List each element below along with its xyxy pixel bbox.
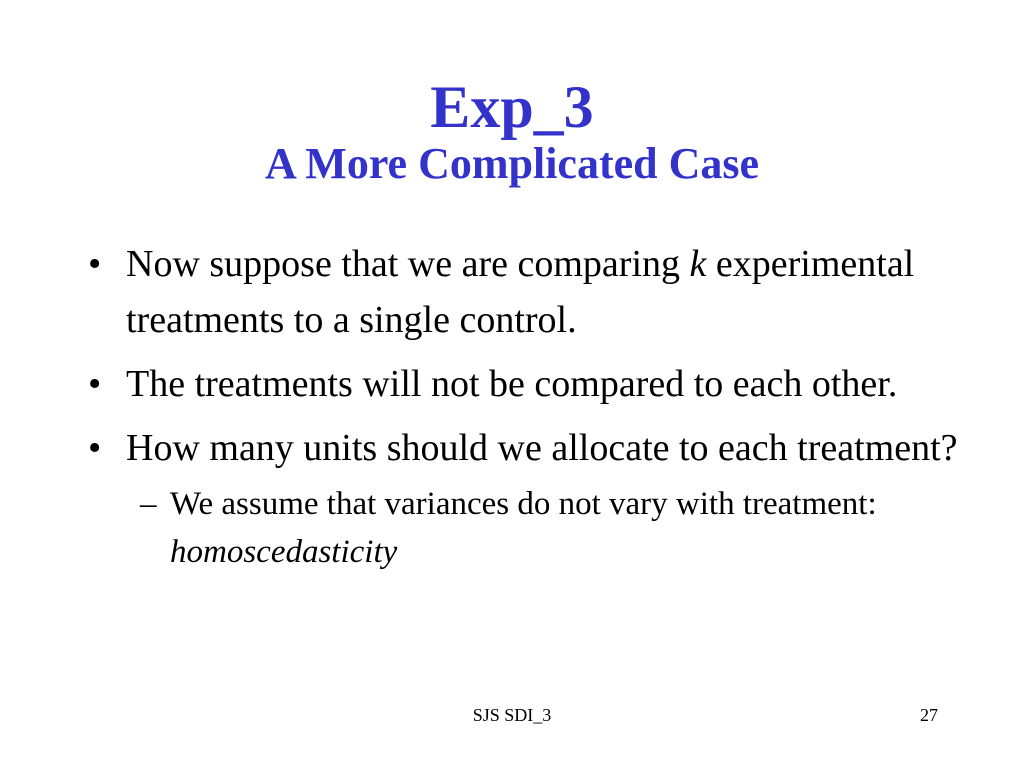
footer-label: SJS SDI_3 (472, 705, 552, 725)
bullet-text: How many units should we allocate to each treatment? (126, 427, 958, 469)
sub-bullet-text (170, 486, 877, 570)
title-subtitle: A More Complicated Case (264, 139, 760, 188)
title-main: Exp_3 (430, 74, 594, 140)
bullet-text (126, 243, 914, 341)
sub-bullet-marker: – (140, 486, 157, 522)
bullet-text-part: Now suppose that we are comparing (126, 243, 690, 285)
bullet-marker: • (88, 427, 102, 469)
sub-bullet-item (84, 480, 964, 576)
bullet-item-3 (84, 420, 964, 476)
emphasis-k: k (689, 243, 707, 285)
emphasis-homoscedasticity: homoscedasticity (170, 534, 398, 570)
bullet-text-part: experimental treatments to a single control. (126, 243, 915, 341)
bullet-marker: • (88, 363, 102, 405)
slide-title (0, 76, 1024, 190)
page-number: 27 (920, 705, 938, 725)
bullet-item-1 (84, 236, 964, 348)
bullet-text: The treatments will not be compared to each other. (126, 363, 898, 405)
sub-bullet-text-part: We assume that variances do not vary with treatment: (170, 486, 877, 522)
bullet-marker: • (88, 243, 102, 285)
bullet-item-2 (84, 356, 964, 412)
bullet-list (84, 236, 964, 576)
